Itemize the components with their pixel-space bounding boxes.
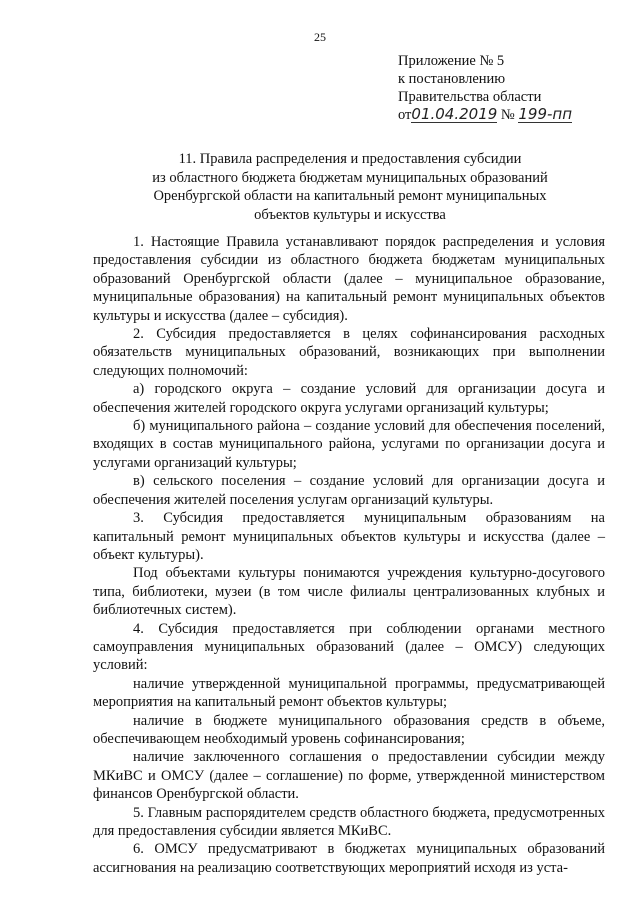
appendix-header [398,52,572,124]
title-line: из областного бюджета бюджетам муниципальных образований [152,169,548,186]
title-line: Оренбургской области на капитальный ремонт муниципальных [153,188,547,204]
paragraph: а) городского округа – создание условий для организации досуга и обеспечения жителей городского округа услугами организаций культуры; [93,381,605,416]
paragraph: 2. Субсидия предоставляется в целях софинансирования расходных обязательств муниципальных образований, возникающих при выполнении следующих полномочий: [93,326,605,379]
handwritten-number: 199-пп [518,105,573,123]
appendix-from-label: от [398,107,412,123]
paragraph: наличие утвержденной муниципальной программы, предусматривающей мероприятия на капитальный ремонт объектов культуры; [93,675,605,711]
paragraph: 1. Настоящие Правила устанавливают порядок распределения и условия предоставления субсидии из областного бюджета бюджетам муниципальных образований Оренбургской области (далее – муниципальное образование, муниципальные образования) на капитальный ремонт муниципальных объектов культуры и искусства (далее – субсидия). [93,234,605,324]
appendix-government: Правительства области [398,89,542,105]
title-line: объектов культуры и искусства [254,206,446,223]
handwritten-date: 01.04.2019 [411,105,498,123]
title-line: 11. Правила распределения и предоставления субсидии [178,151,522,167]
paragraph: 4. Субсидия предоставляется при соблюдении органами местного самоуправления муниципальных образований (далее – ОМСУ) следующих условий: [93,620,605,674]
paragraph: 3. Субсидия предоставляется муниципальным образованиям на капитальный ремонт муниципальных объектов культуры и искусства (далее – объект культуры). [93,510,605,563]
paragraph: в) сельского поселения – создание условий для организации досуга и обеспечения жителей поселения услугам организаций культуры. [93,473,605,508]
paragraph: б) муниципального района – создание условий для обеспечения поселений, входящих в состав муниципального района, услугами по организации досуга и услугами организаций культуры; [93,418,605,471]
number-sign: № [500,107,515,123]
appendix-resolution-ref: к постановлению [398,71,506,87]
cut-off-text-line [90,894,610,902]
paragraph: наличие заключенного соглашения о предоставлении субсидии между МКиВС и ОМСУ (далее – соглашение) по форме, утвержденной министерством финансов Оренбургской области. [93,749,605,803]
paragraph: 5. Главным распорядителем средств областного бюджета, предусмотренных для предоставления субсидии является МКиВС. [93,804,605,839]
document-body [93,233,605,877]
document-title [90,150,610,224]
paragraph: Под объектами культуры понимаются учреждения культурно-досугового типа, библиотеки, музеи (в том числе филиалы централизованных клубных и библиотечных систем). [93,565,605,619]
paragraph: наличие в бюджете муниципального образования средств в объеме, обеспечивающем необходимый уровень софинансирования; [93,712,605,747]
appendix-date-number [398,106,572,124]
paragraph: 6. ОМСУ предусматривают в бюджетах муниципальных образований ассигнования на реализацию соответствующих мероприятий исходя из уста- [93,841,605,876]
appendix-title: Приложение № 5 [398,53,505,69]
page-number: 25 [314,30,326,44]
